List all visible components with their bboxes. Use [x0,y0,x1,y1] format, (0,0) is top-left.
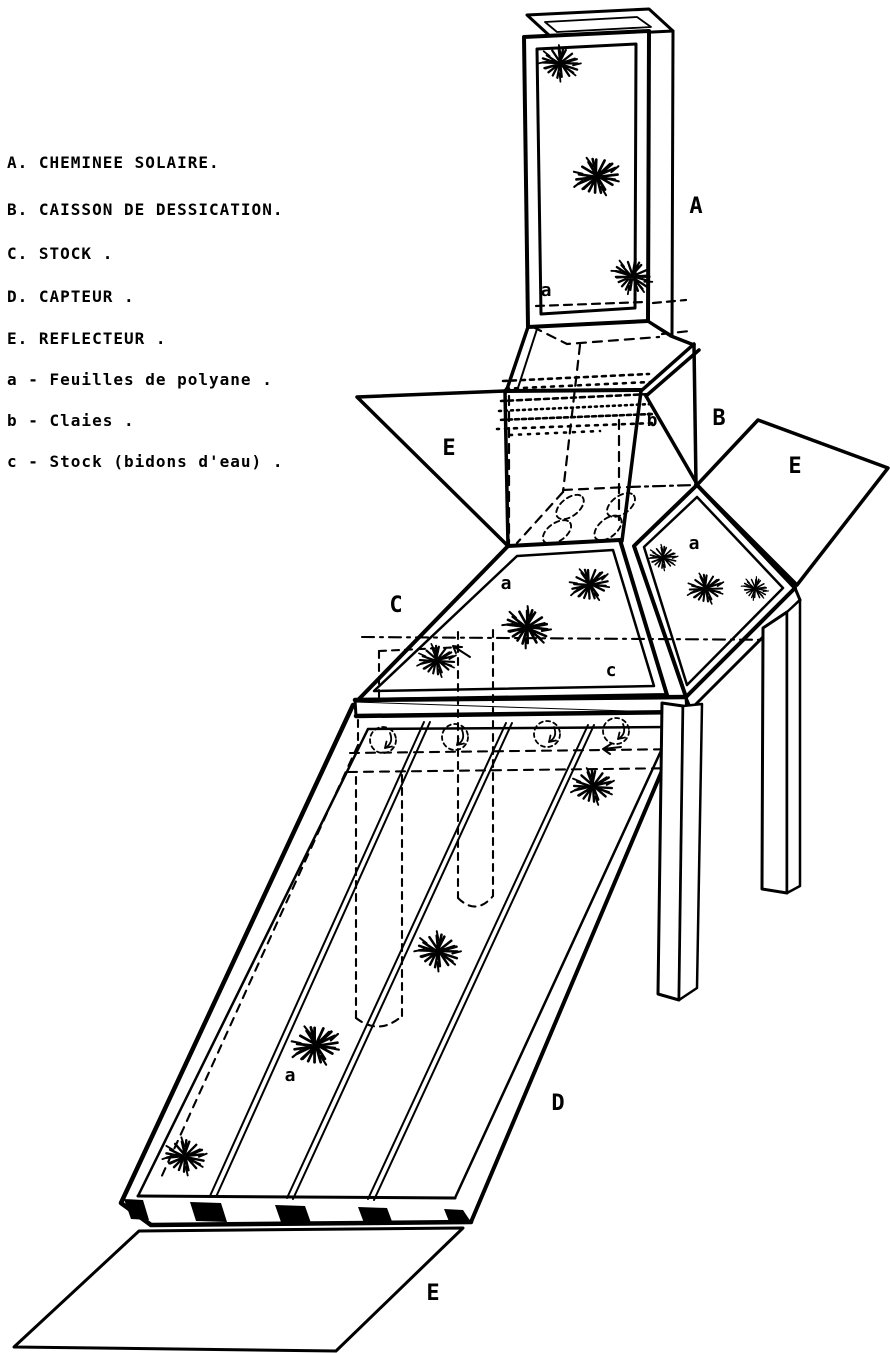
legend-item-d: D. CAPTEUR . [7,287,135,306]
label-stock: C [389,593,403,618]
label-caisson: B [712,406,726,431]
label-reflector-bottom: E [426,1281,440,1306]
label-polyane-capteur: a [284,1065,296,1086]
legend-item-f: a - Feuilles de polyane . [7,370,273,389]
label-reflector-right: E [788,454,802,479]
legend-item-b: B. CAISSON DE DESSICATION. [7,200,284,219]
legend-item-e: E. REFLECTEUR . [7,329,167,348]
label-polyane-chimney: a [540,280,552,301]
legend-item-g: b - Claies . [7,411,135,430]
legend-item-c: C. STOCK . [7,244,114,263]
label-bidons: c [605,660,617,681]
collector-panel [121,697,687,1225]
table-leg [658,703,702,1000]
label-reflector-left: E [442,436,456,461]
label-polyane-stock: a [500,573,512,594]
legend-item-a: A. CHEMINEE SOLAIRE. [7,153,220,172]
stock-box [358,540,667,700]
label-claies: b [646,410,658,431]
legend-item-h: c - Stock (bidons d'eau) . [7,452,284,471]
label-capteur: D [551,1091,565,1116]
label-polyane-table: a [688,533,700,554]
reflector-left [357,391,508,546]
label-chimney: A [689,194,703,219]
table-leg [762,600,800,893]
reflector-bottom [14,1228,463,1351]
